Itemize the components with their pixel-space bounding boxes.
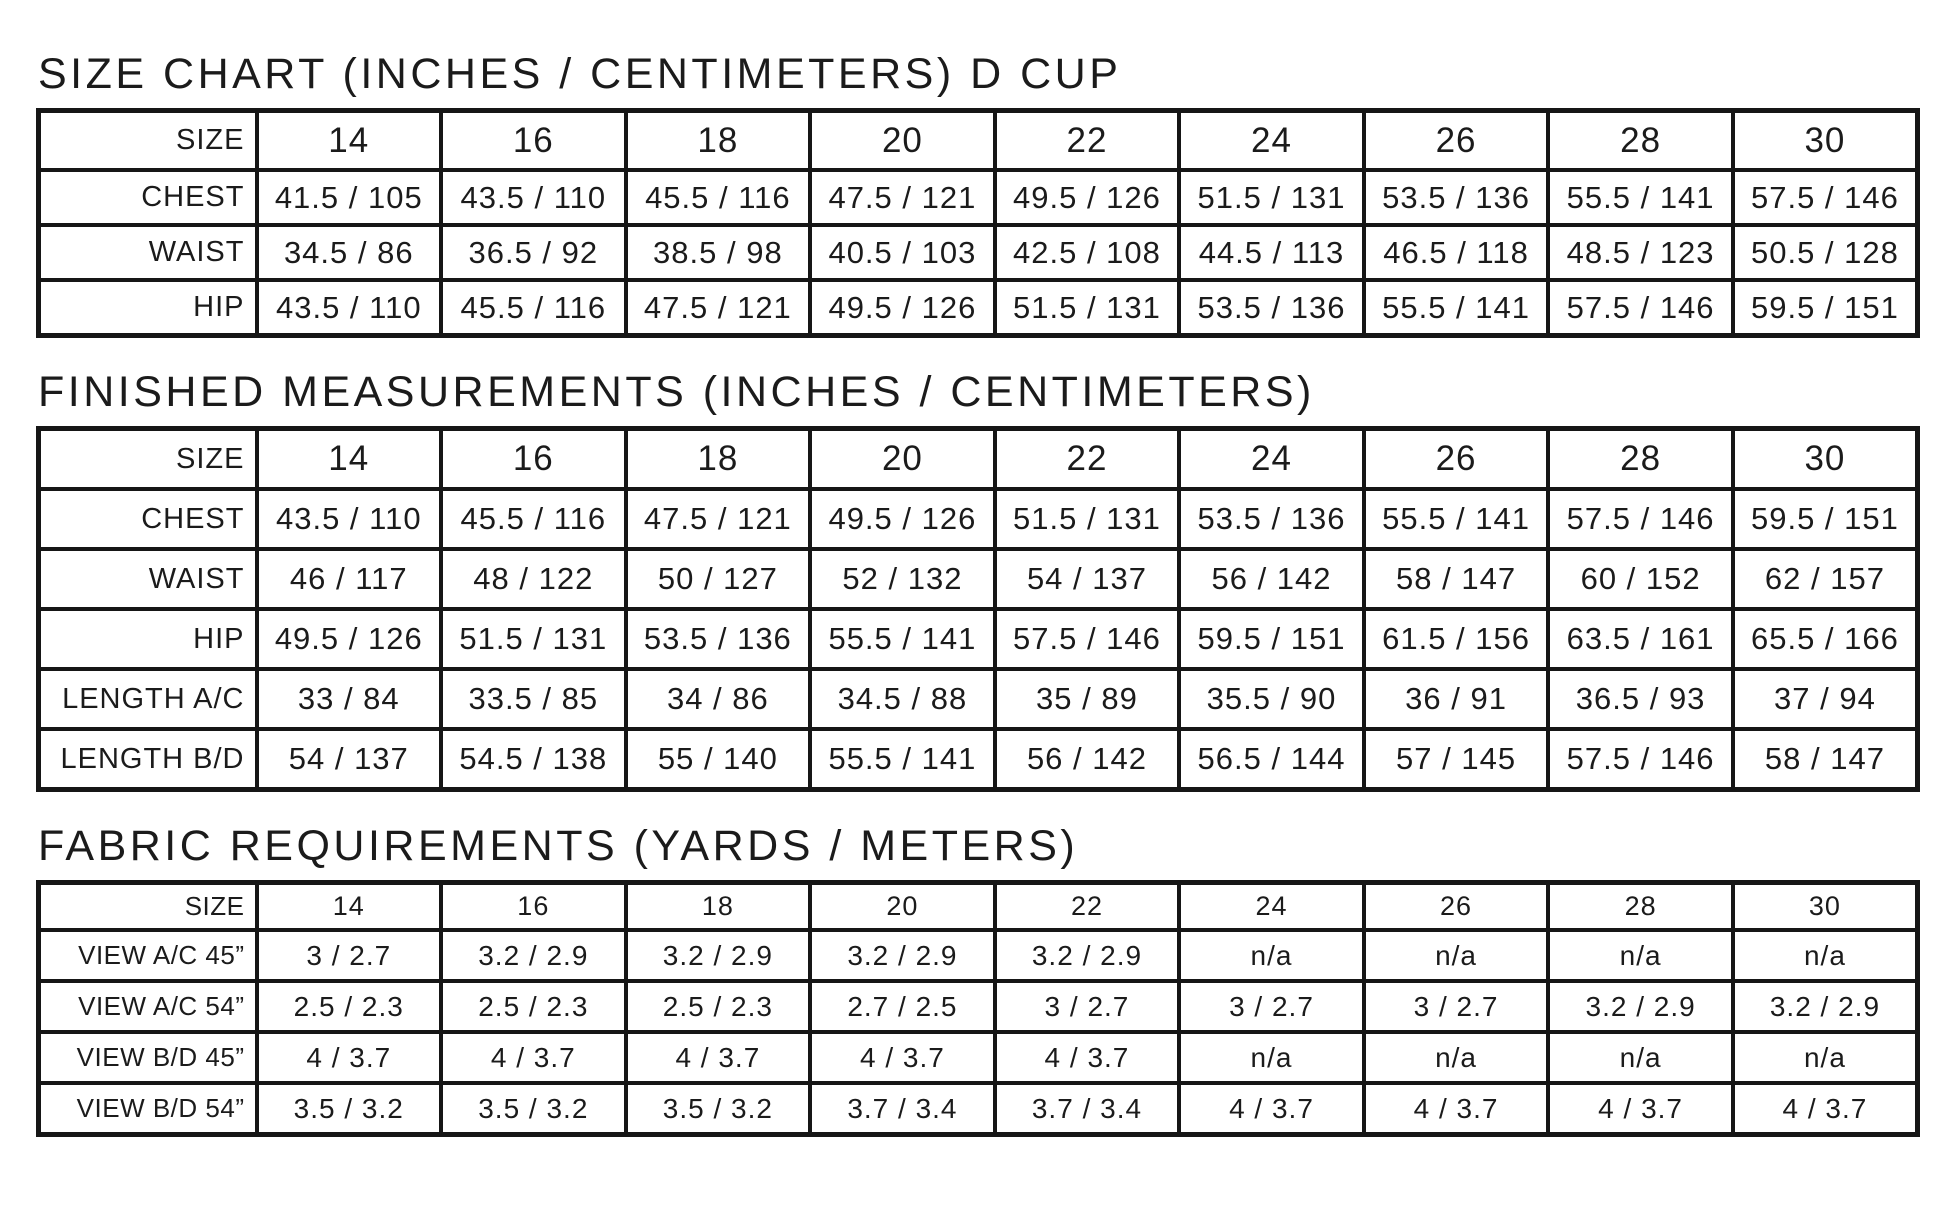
value-cell: 4 / 3.7 — [810, 1032, 995, 1083]
size-column-header: 14 — [257, 111, 442, 171]
value-cell: 59.5 / 151 — [1179, 609, 1364, 669]
value-cell: 63.5 / 161 — [1548, 609, 1733, 669]
value-cell: 37 / 94 — [1733, 669, 1918, 729]
value-cell: 53.5 / 136 — [1179, 280, 1364, 336]
value-cell: n/a — [1364, 930, 1549, 981]
value-cell: 49.5 / 126 — [995, 170, 1180, 225]
value-cell: 4 / 3.7 — [626, 1032, 811, 1083]
value-cell: 45.5 / 116 — [441, 489, 626, 549]
size-column-header: 22 — [995, 429, 1180, 490]
row-label: WAIST — [39, 549, 257, 609]
value-cell: 4 / 3.7 — [1364, 1083, 1549, 1135]
value-cell: 42.5 / 108 — [995, 225, 1180, 280]
value-cell: 4 / 3.7 — [441, 1032, 626, 1083]
value-cell: 2.5 / 2.3 — [441, 981, 626, 1032]
value-cell: 50.5 / 128 — [1733, 225, 1918, 280]
size-column-header: 26 — [1364, 883, 1549, 931]
value-cell: 57.5 / 146 — [1548, 280, 1733, 336]
value-cell: 3 / 2.7 — [1364, 981, 1549, 1032]
size-column-header: 28 — [1548, 111, 1733, 171]
value-cell: 2.7 / 2.5 — [810, 981, 995, 1032]
value-cell: 33.5 / 85 — [441, 669, 626, 729]
row-label: CHEST — [39, 170, 257, 225]
row-label: CHEST — [39, 489, 257, 549]
value-cell: 4 / 3.7 — [1548, 1083, 1733, 1135]
value-cell: 3.2 / 2.9 — [441, 930, 626, 981]
value-cell: 56 / 142 — [995, 729, 1180, 790]
table-header-row — [39, 883, 1918, 931]
size-header-label: SIZE — [39, 429, 257, 490]
table-row — [39, 489, 1918, 549]
value-cell: 3.2 / 2.9 — [810, 930, 995, 981]
value-cell: 55.5 / 141 — [810, 729, 995, 790]
size-column-header: 22 — [995, 883, 1180, 931]
value-cell: 3.7 / 3.4 — [810, 1083, 995, 1135]
value-cell: 2.5 / 2.3 — [626, 981, 811, 1032]
value-cell: 53.5 / 136 — [1364, 170, 1549, 225]
size-column-header: 18 — [626, 883, 811, 931]
fabric-requirements-title: FABRIC REQUIREMENTS (YARDS / METERS) — [38, 822, 1079, 871]
value-cell: 57 / 145 — [1364, 729, 1549, 790]
size-column-header: 16 — [441, 429, 626, 490]
value-cell: 3.2 / 2.9 — [1733, 981, 1918, 1032]
size-column-header: 26 — [1364, 429, 1549, 490]
value-cell: 4 / 3.7 — [995, 1032, 1180, 1083]
value-cell: 3.2 / 2.9 — [1548, 981, 1733, 1032]
value-cell: 36.5 / 93 — [1548, 669, 1733, 729]
value-cell: 56.5 / 144 — [1179, 729, 1364, 790]
value-cell: 53.5 / 136 — [626, 609, 811, 669]
value-cell: 43.5 / 110 — [441, 170, 626, 225]
value-cell: 35.5 / 90 — [1179, 669, 1364, 729]
size-column-header: 20 — [810, 883, 995, 931]
size-column-header: 30 — [1733, 883, 1918, 931]
value-cell: 40.5 / 103 — [810, 225, 995, 280]
table-row — [39, 930, 1918, 981]
row-label: LENGTH A/C — [39, 669, 257, 729]
value-cell: 3 / 2.7 — [1179, 981, 1364, 1032]
value-cell: 54.5 / 138 — [441, 729, 626, 790]
row-label: VIEW B/D 54” — [39, 1083, 257, 1135]
value-cell: 46.5 / 118 — [1364, 225, 1549, 280]
finished-measurements-table — [36, 426, 1920, 792]
value-cell: n/a — [1179, 1032, 1364, 1083]
table-row — [39, 1032, 1918, 1083]
value-cell: 52 / 132 — [810, 549, 995, 609]
value-cell: 3 / 2.7 — [257, 930, 442, 981]
value-cell: 55.5 / 141 — [1364, 280, 1549, 336]
table-header-row — [39, 111, 1918, 171]
value-cell: 58 / 147 — [1733, 729, 1918, 790]
value-cell: 47.5 / 121 — [626, 489, 811, 549]
value-cell: 58 / 147 — [1364, 549, 1549, 609]
row-label: VIEW A/C 54” — [39, 981, 257, 1032]
value-cell: 4 / 3.7 — [1733, 1083, 1918, 1135]
value-cell: 34 / 86 — [626, 669, 811, 729]
value-cell: 4 / 3.7 — [257, 1032, 442, 1083]
value-cell: 57.5 / 146 — [1548, 489, 1733, 549]
value-cell: n/a — [1179, 930, 1364, 981]
value-cell: 3.5 / 3.2 — [626, 1083, 811, 1135]
size-column-header: 22 — [995, 111, 1180, 171]
table-row — [39, 280, 1918, 336]
value-cell: 41.5 / 105 — [257, 170, 442, 225]
size-column-header: 20 — [810, 111, 995, 171]
value-cell: 36 / 91 — [1364, 669, 1549, 729]
value-cell: 4 / 3.7 — [1179, 1083, 1364, 1135]
size-column-header: 26 — [1364, 111, 1549, 171]
size-column-header: 16 — [441, 111, 626, 171]
value-cell: 51.5 / 131 — [995, 489, 1180, 549]
size-column-header: 30 — [1733, 429, 1918, 490]
value-cell: 59.5 / 151 — [1733, 280, 1918, 336]
value-cell: 48 / 122 — [441, 549, 626, 609]
value-cell: n/a — [1733, 930, 1918, 981]
value-cell: 62 / 157 — [1733, 549, 1918, 609]
value-cell: 55.5 / 141 — [1548, 170, 1733, 225]
value-cell: 53.5 / 136 — [1179, 489, 1364, 549]
value-cell: 48.5 / 123 — [1548, 225, 1733, 280]
value-cell: 36.5 / 92 — [441, 225, 626, 280]
value-cell: 49.5 / 126 — [810, 489, 995, 549]
value-cell: n/a — [1364, 1032, 1549, 1083]
row-label: HIP — [39, 280, 257, 336]
table-row — [39, 549, 1918, 609]
table-row — [39, 170, 1918, 225]
size-column-header: 20 — [810, 429, 995, 490]
size-column-header: 28 — [1548, 429, 1733, 490]
size-column-header: 14 — [257, 883, 442, 931]
value-cell: 57.5 / 146 — [1548, 729, 1733, 790]
size-column-header: 24 — [1179, 429, 1364, 490]
size-chart-title: SIZE CHART (INCHES / CENTIMETERS) D CUP — [38, 50, 1122, 98]
value-cell: 54 / 137 — [995, 549, 1180, 609]
value-cell: 3.2 / 2.9 — [995, 930, 1180, 981]
size-chart-table — [36, 108, 1920, 338]
value-cell: 46 / 117 — [257, 549, 442, 609]
value-cell: 3.7 / 3.4 — [995, 1083, 1180, 1135]
value-cell: 50 / 127 — [626, 549, 811, 609]
value-cell: 34.5 / 86 — [257, 225, 442, 280]
value-cell: 51.5 / 131 — [441, 609, 626, 669]
value-cell: 45.5 / 116 — [626, 170, 811, 225]
value-cell: 55.5 / 141 — [810, 609, 995, 669]
table-row — [39, 1083, 1918, 1135]
value-cell: 43.5 / 110 — [257, 280, 442, 336]
value-cell: 51.5 / 131 — [995, 280, 1180, 336]
finished-measurements-title: FINISHED MEASUREMENTS (INCHES / CENTIMETERS) — [38, 368, 1315, 417]
value-cell: 35 / 89 — [995, 669, 1180, 729]
table-row — [39, 669, 1918, 729]
value-cell: n/a — [1548, 930, 1733, 981]
value-cell: 51.5 / 131 — [1179, 170, 1364, 225]
size-column-header: 18 — [626, 111, 811, 171]
value-cell: 65.5 / 166 — [1733, 609, 1918, 669]
size-column-header: 16 — [441, 883, 626, 931]
value-cell: 47.5 / 121 — [626, 280, 811, 336]
table-row — [39, 981, 1918, 1032]
table-row — [39, 609, 1918, 669]
value-cell: 38.5 / 98 — [626, 225, 811, 280]
value-cell: 2.5 / 2.3 — [257, 981, 442, 1032]
size-column-header: 28 — [1548, 883, 1733, 931]
value-cell: 3.2 / 2.9 — [626, 930, 811, 981]
size-column-header: 24 — [1179, 111, 1364, 171]
value-cell: 57.5 / 146 — [995, 609, 1180, 669]
value-cell: 47.5 / 121 — [810, 170, 995, 225]
row-label: HIP — [39, 609, 257, 669]
value-cell: 3.5 / 3.2 — [441, 1083, 626, 1135]
value-cell: 55 / 140 — [626, 729, 811, 790]
value-cell: 45.5 / 116 — [441, 280, 626, 336]
size-column-header: 18 — [626, 429, 811, 490]
value-cell: 43.5 / 110 — [257, 489, 442, 549]
value-cell: 59.5 / 151 — [1733, 489, 1918, 549]
table-row — [39, 225, 1918, 280]
value-cell: n/a — [1733, 1032, 1918, 1083]
value-cell: 3.5 / 3.2 — [257, 1083, 442, 1135]
value-cell: 55.5 / 141 — [1364, 489, 1549, 549]
value-cell: 60 / 152 — [1548, 549, 1733, 609]
row-label: LENGTH B/D — [39, 729, 257, 790]
table-row — [39, 729, 1918, 790]
row-label: VIEW A/C 45” — [39, 930, 257, 981]
value-cell: 3 / 2.7 — [995, 981, 1180, 1032]
size-header-label: SIZE — [39, 111, 257, 171]
size-column-header: 24 — [1179, 883, 1364, 931]
fabric-requirements-table — [36, 880, 1920, 1137]
size-column-header: 30 — [1733, 111, 1918, 171]
value-cell: 34.5 / 88 — [810, 669, 995, 729]
table-header-row — [39, 429, 1918, 490]
value-cell: 44.5 / 113 — [1179, 225, 1364, 280]
row-label: WAIST — [39, 225, 257, 280]
size-header-label: SIZE — [39, 883, 257, 931]
value-cell: n/a — [1548, 1032, 1733, 1083]
value-cell: 49.5 / 126 — [810, 280, 995, 336]
size-column-header: 14 — [257, 429, 442, 490]
value-cell: 49.5 / 126 — [257, 609, 442, 669]
value-cell: 61.5 / 156 — [1364, 609, 1549, 669]
value-cell: 33 / 84 — [257, 669, 442, 729]
row-label: VIEW B/D 45” — [39, 1032, 257, 1083]
value-cell: 57.5 / 146 — [1733, 170, 1918, 225]
value-cell: 54 / 137 — [257, 729, 442, 790]
value-cell: 56 / 142 — [1179, 549, 1364, 609]
